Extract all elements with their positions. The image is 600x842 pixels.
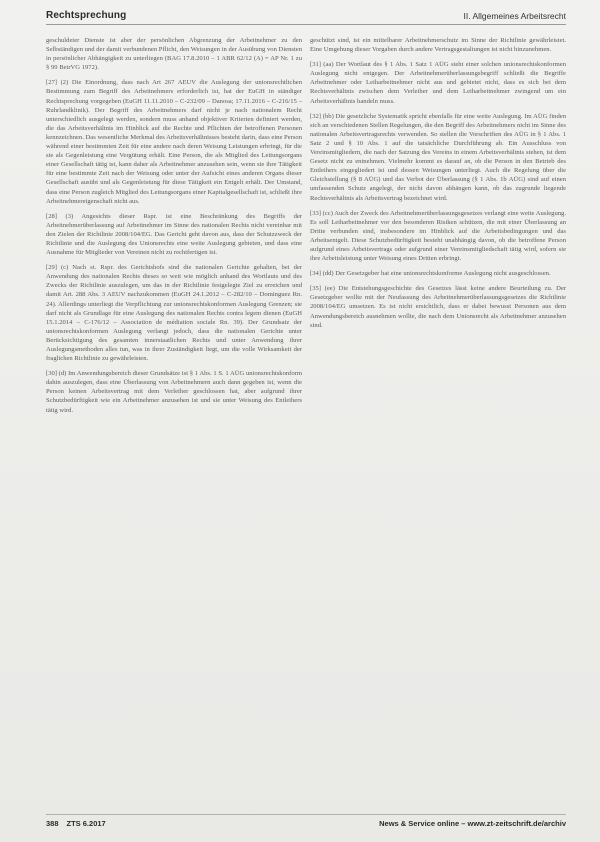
paragraph: [31] (aa) Der Wortlaut des § 1 Abs. 1 Satz 1 AÜG steht einer solchen unionsrechtskonformen Auslegung nicht entgegen. Der Arbeitnehmerüberlassungsbegriff schließt die Begriffe Arbeitnehmer oder Leiharbeitnehmer nicht aus und gebietet nicht, dass es sich bei dem Rechtsverhältnis zwischen dem Verleiher und dem Leiharbeitnehmer zwingend um ein Arbeitsverhältnis handeln muss. [310, 61, 566, 105]
paragraph: [34] (dd) Der Gesetzgeber hat eine unionsrechtskonforme Auslegung nicht ausgeschlossen. [310, 270, 551, 278]
paragraph: geschuldeter Dienste ist aber der persönlichen Abgrenzung der Arbeitnehmer zu den Selbständigen und der damit verbundenen Pflicht, den Weisungen in der Ausübung von Diensten in persönlicher Abhängigkeit zu unterliegen (BAG 17.8.2010 – 1 ABR 62/12 (A) = AP Nr. 1 zu § 99 BetrVG 1972). [46, 37, 302, 72]
paragraph: [32] (bb) Die gesetzliche Systematik spricht ebenfalls für eine weite Auslegung. Im AÜG finden sich an verschiedenen Stellen Regelungen, die den Begriff des Arbeitnehmers nicht im Sinne des nationalen Arbeitsvertragsrechts verwenden. So stellen die Vorschriften des AÜG in § 1 Abs. 1 Satz 2 und § 10 Abs. 1 auf die tatsächliche Durchführung ab. Ein Ausschluss von Vereinsmitgliedern, die nach der Satzung des Vereins in einem Arbeitsverhältnis stehen, ist dem Gesetz nicht zu entnehmen. Vielmehr kommt es darauf an, ob die Person in den Betrieb des Entleihers eingegliedert ist und dessen Weisungen unterliegt. Auch die Regelung über die Gleichstellung (§ 8 AÜG) und das Verbot der Überlassung (§ 1 Abs. 1b AÜG) sind auf einen umfassenden Schutz angelegt, der nicht davon abhängen kann, ob das zugrunde liegende Rechtsverhältnis als Arbeitsvertrag bezeichnet wird. [310, 112, 566, 202]
right-text-column [310, 36, 566, 333]
page-number: 388 [46, 819, 59, 828]
paragraph: [33] (cc) Auch der Zweck des Arbeitnehmerüberlassungsgesetzes verlangt eine weite Auslegung. Es soll Leiharbeitnehmer vor den besonderen Risiken schützen, die mit einer Überlassung an Dritte verbunden sind, insbesondere im Hinblick auf die Arbeitsbedingungen und das Arbeitsentgelt. Diese Schutzbedürftigkeit besteht unabhängig davon, ob die betroffene Person aufgrund eines Arbeitsvertrags oder aufgrund einer Vereinsmitgliedschaft tätig wird, sofern sie ihre Arbeitsleistung unter Weisung eines Dritten erbringt. [310, 209, 566, 263]
footer-website-link[interactable]: News & Service online – www.zt-zeitschrift.de/archiv [379, 819, 566, 828]
footer-page-info [46, 819, 106, 828]
left-text-column [46, 36, 302, 418]
paragraph: [28] (3) Angesichts dieser Rspr. ist eine Beschränkung des Begriffs der Arbeitnehmerüberlassung auf Arbeitnehmer im Sinne des nationalen Rechts nicht vereinbar mit den Zielen der Richtlinie 2008/104/EG. Das Gericht geht davon aus, dass der Schutzzweck der Richtlinie und die Auslegung des Unionsrechts eine weite Auslegung gebieten, und dass eine Ausnahme für Mitglieder von Vereinen nicht zu rechtfertigen ist. [46, 212, 302, 257]
paragraph: [30] (d) Im Anwendungsbereich dieser Grundsätze ist § 1 Abs. 1 S. 1 AÜG unionsrechtskonform dahin auszulegen, dass eine Überlassung von Arbeitnehmern auch dann gegeben ist, wenn die Person keinen Arbeitsvertrag mit dem Verleiher geschlossen hat, aber aufgrund ihrer Schutzbedürftigkeit wie ein Arbeitnehmer anzusehen ist und sie unter Weisung des Entleihers tätig wird. [46, 370, 302, 414]
paragraph: [35] (ee) Die Entstehungsgeschichte des Gesetzes lässt keine andere Beurteilung zu. Der Gesetzgeber wollte mit der Neufassung des Arbeitnehmerüberlassungsgesetzes die Richtlinie 2008/104/EG umsetzen. Es ist nicht ersichtlich, dass er dabei bewusst Personen aus dem Anwendungsbereich ausnehmen wollte, die nach dem Unionsrecht als Arbeitnehmer anzusehen sind. [310, 285, 566, 329]
journal-issue: ZTS 6.2017 [66, 819, 106, 828]
paragraph: [27] (2) Die Einordnung, dass nach Art 267 AEUV die Auslegung der unionsrechtlichen Bestimmung zum Begriff des Arbeitnehmers erforderlich ist, hat der EuGH in ständiger Rechtsprechung vorgegeben (EuGH 11.11.2010 – C-232/09 – Danosa; 17.11.2016 – C-216/15 – Ruhrlandklinik). Der Begriff des Arbeitnehmers darf nicht je nach nationalem Recht unterschiedlich ausgelegt werden, sondern muss anhand objektiver Kriterien definiert werden, die das Arbeitsverhältnis im Hinblick auf die Rechte und Pflichten der betroffenen Personen kennzeichnen. Das wesentliche Merkmal des Arbeitsverhältnisses besteht darin, dass eine Person während einer bestimmten Zeit für eine andere nach deren Weisung Leistungen erbringt, für die sie als Gegenleistung eine Vergütung erhält. Eine Person, die als Mitglied des Leitungsorgans einer Gesellschaft tätig ist, kann daher als Arbeitnehmer anzusehen sein, wenn sie ihre Tätigkeit für eine bestimmte Zeit nach der Weisung oder unter der Aufsicht eines anderen Organs dieser Gesellschaft ausübt und als Gegenleistung für diese Tätigkeit ein Entgelt erhält. Der Umstand, dass eine Person zugleich Mitglied des Leitungsorgans einer Kapitalgesellschaft ist, schließt ihre Arbeitnehmereigenschaft nicht aus. [46, 79, 302, 205]
paragraph: geschützt sind, ist ein mittelbarer Arbeitnehmerschutz im Sinne der Richtlinie gewährleistet. Eine Umgehung dieser Vorgaben durch andere Vertragsgestaltungen ist nicht hinzunehmen. [310, 37, 566, 54]
section-header-title: Rechtsprechung [46, 10, 127, 21]
subsection-header-title: II. Allgemeines Arbeitsrecht [463, 11, 566, 21]
paragraph: [29] (c) Nach st. Rspr. des Gerichtshofs sind die nationalen Gerichte gehalten, bei der Anwendung des nationalen Rechts dieses so weit wie möglich anhand des Wortlauts und des Zwecks der Richtlinie auszulegen, um das in der Richtlinie festgelegte Ziel zu erreichen und damit Art. 288 Abs. 3 AEUV nachzukommen (EuGH 24.1.2012 – C-282/10 – Dominguez Rn. 24). Allerdings unterliegt die Verpflichtung zur unionsrechtskonformen Auslegung Grenzen; sie darf nicht als Grundlage für eine Auslegung des nationalen Rechts contra legem dienen (EuGH 15.1.2014 – C-176/12 – Association de médiation sociale Rn. 39). Der Grundsatz der unionsrechtskonformen Auslegung verlangt jedoch, dass die nationalen Gerichte unter Berücksichtigung des gesamten innerstaatlichen Rechts und unter Anwendung ihrer Auslegungsmethoden alles tun, was in ihrer Zuständigkeit liegt, um die volle Wirksamkeit der fraglichen Richtlinie zu gewährleisten. [46, 264, 302, 363]
header-divider [46, 24, 566, 25]
footer-divider [46, 814, 566, 815]
